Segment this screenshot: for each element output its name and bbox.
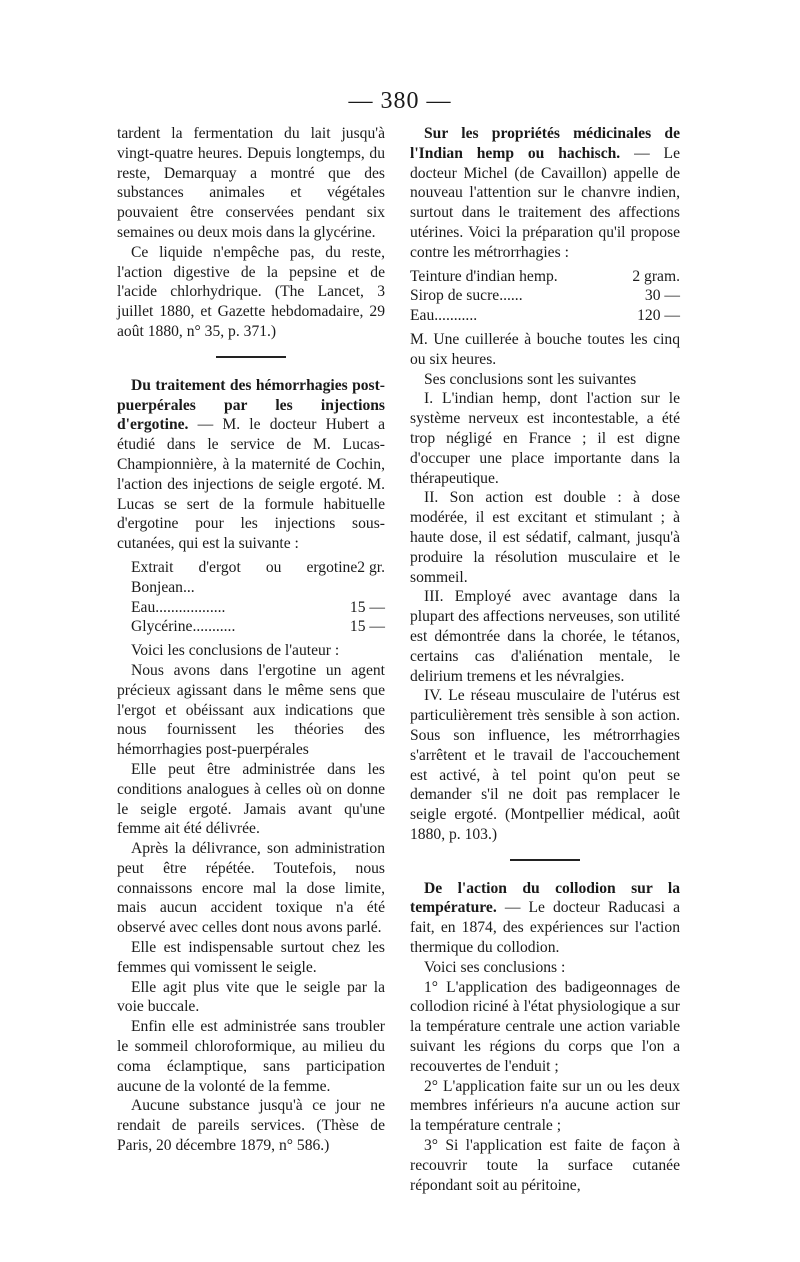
recipe-row (131, 558, 385, 598)
recipe-ingredient: Sirop de sucre...... (410, 287, 523, 305)
paragraph: tardent la fermentation du lait jusqu'à vingt-quatre heures. Depuis longtemps, du reste, Demarquay a montré que des substances animales et végétales pouvaient être conservées pendant six semaines ou deux mois dans la glycérine. (117, 125, 385, 241)
paragraph: Enfin elle est administrée sans troubler le sommeil chloroformique, au milieu du coma éclamptique, sans participation aucune de la volonté de la femme. (117, 1018, 385, 1095)
recipe-ingredient: Teinture d'indian hemp. (410, 267, 558, 285)
recipe-ingredient: Glycérine........... (131, 618, 236, 636)
paragraph: Ce liquide n'empêche pas, du reste, l'action digestive de la pepsine et de l'acide chlorhydrique. (The Lancet, 3 juillet 1880, et Gazette hebdomadaire, 29 août 1880, n° 35, p. 371.) (117, 243, 385, 340)
paragraph: Ses conclusions sont les suivantes (424, 370, 637, 388)
recipe-row (410, 306, 680, 326)
recipe-quantity: 15 — (349, 618, 385, 636)
recipe-row (410, 267, 680, 287)
paragraph: 1° L'application des badigeonnages de collodion riciné à l'état physiologique a sur la température centrale une action variable suivant les régions du corps que l'on a recouvertes de l'enduit ; (410, 978, 680, 1075)
section-heading: Sur les propriétés médicinales de l'Indian hemp ou hachisch. (410, 125, 680, 162)
recipe-ingredient: Eau.................. (131, 598, 226, 616)
recipe-quantity: 120 — (637, 307, 680, 325)
paragraph (117, 376, 385, 554)
paragraph: Voici ses conclusions : (424, 958, 566, 976)
recipe-quantity: 2 gram. (632, 267, 680, 285)
paragraph: Elle est indispensable surtout chez les femmes qui vomissent le seigle. (117, 939, 385, 976)
recipe-row (131, 598, 385, 618)
paragraph: Après la délivrance, son administration peut être répétée. Toutefois, nous connaissons encore mal la dose limite, mais aucun accident toxique n'a été observé avec celles dont nous avons parlé. (117, 840, 385, 937)
paragraph-text: — Le docteur Michel (de Cavaillon) appelle de nouveau l'attention sur le chanvre indien, surtout dans le traitement des affections utérines. Voici la préparation qu'il propose contre les métrorrhagies : (410, 144, 680, 261)
recipe-ingredient: Eau........... (410, 307, 478, 325)
paragraph: M. Une cuillerée à bouche toutes les cinq ou six heures. (410, 330, 680, 368)
recipe-quantity: 30 — (644, 287, 680, 305)
paragraph: 2° L'application faite sur un ou les deux membres inférieurs n'a aucune action sur la température centrale ; (410, 1077, 680, 1135)
section-divider (510, 859, 580, 861)
right-column (410, 124, 680, 1195)
paragraph (410, 124, 680, 263)
paragraph: 3° Si l'application est faite de façon à recouvrir toute la surface cutanée répondant soit au péritoine, (410, 1137, 680, 1194)
left-column (117, 124, 385, 1156)
paragraph: Voici les conclusions de l'auteur : (131, 642, 340, 660)
recipe-quantity: 2 gr. (357, 558, 385, 576)
section-heading: De l'action du collodion sur la température. (410, 879, 680, 917)
paragraph: Elle peut être administrée dans les conditions analogues à celles où on donne le seigle ergoté. Jamais avant qu'une femme ait été délivrée. (117, 760, 385, 838)
paragraph (410, 879, 680, 958)
paragraph: Nous avons dans l'ergotine un agent précieux agissant dans le même sens que l'ergot et obéissant aux indications que nous fournissent les théories des hémorrhagies post-puerpérales (117, 661, 385, 759)
section-heading: Du traitement des hémorrhagies post-puerpérales par les injections d'ergotine. (117, 376, 385, 434)
section-divider (216, 356, 286, 358)
paragraph-text: — M. le docteur Hubert a étudié dans le service de M. Lucas-Championnière, à la maternité de Cochin, l'action des injections de seigle ergoté. M. Lucas se sert de la formule habituelle d'ergotine pour les injections sous-cutanées, qui est la suivante : (117, 416, 385, 553)
paragraph: IV. Le réseau musculaire de l'utérus est particulièrement très sensible à son action. Sous son influence, les métrorrhagies s'arrêtent et le travail de l'accouchement est activé, à tel point qu'on peut se demander s'il ne doit pas remplacer le seigle ergoté. (Montpellier médical, août 1880, p. 103.) (410, 687, 680, 843)
paragraph-text: — Le docteur Raducasi a fait, en 1874, des expériences sur l'action thermique du collodion. (410, 899, 680, 957)
page-number: — 380 — (348, 88, 452, 114)
recipe-row (410, 286, 680, 306)
paragraph: III. Employé avec avantage dans la plupart des affections nerveuses, son utilité est démontrée dans la chorée, le tétanos, certains cas d'aliénation mentale, le delirium tremens et les névralgies. (410, 588, 680, 685)
paragraph: II. Son action est double : à dose modérée, il est excitant et stimulant ; à haute dose, il est sédatif, calmant, jusqu'à produire la résolution musculaire et le sommeil. (410, 489, 680, 586)
recipe-table (410, 267, 680, 326)
paragraph: Aucune substance jusqu'à ce jour ne rendait de pareils services. (Thèse de Paris, 20 décembre 1879, n° 586.) (117, 1097, 385, 1155)
recipe-ingredient: Extrait d'ergot ou ergotine Bonjean... (131, 558, 358, 596)
recipe-quantity: 15 — (349, 598, 385, 616)
recipe-table (131, 558, 385, 637)
paragraph: Elle agit plus vite que le seigle par la voie buccale. (117, 978, 385, 1016)
recipe-row (131, 617, 385, 637)
paragraph: I. L'indian hemp, dont l'action sur le système nerveux est incontestable, a été trop négligé en France ; il est digne d'occuper une place importante dans la thérapeutique. (410, 390, 680, 487)
